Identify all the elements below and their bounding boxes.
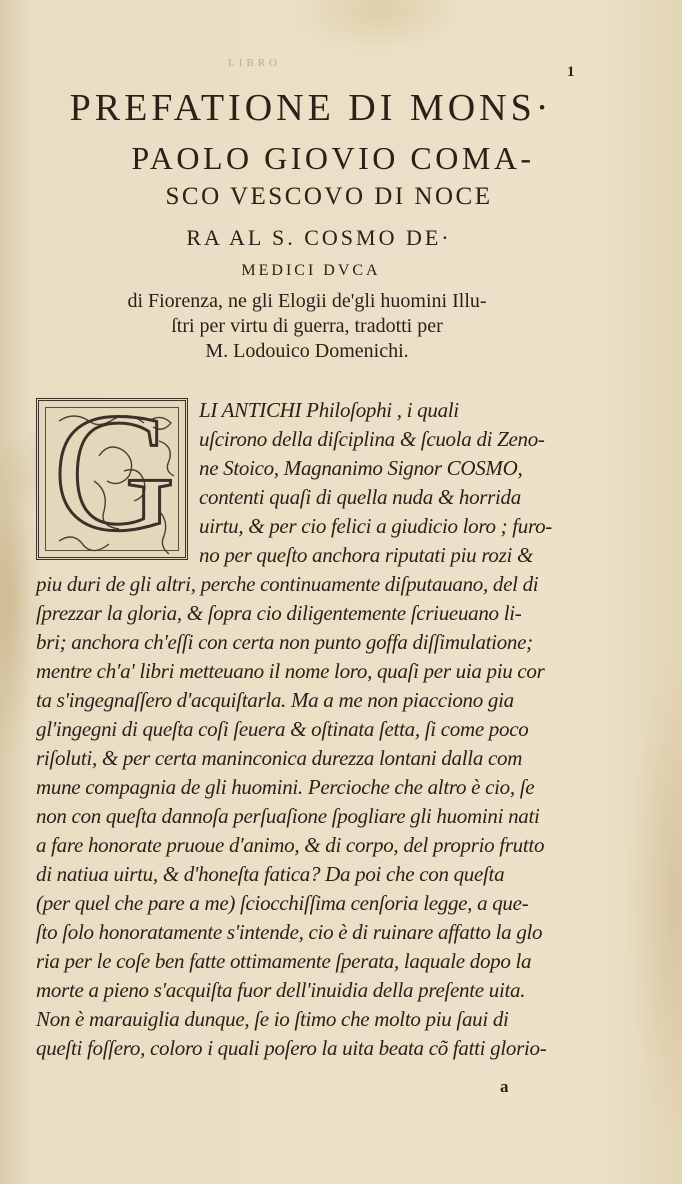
body-line: non con queſta dannoſa perſuaſione ſpogliare gli huomini nati — [36, 804, 540, 828]
body-line: mune compagnia de gli huomini. Percioche che altro è cio, ſe — [36, 775, 535, 799]
body-line: gl'ingegni di queſta coſi ſeuera & oſtinata ſetta, ſi come poco — [36, 717, 529, 741]
drop-cap-letter: G — [53, 378, 176, 566]
title-line-2: PAOLO GIOVIO COMA- — [131, 140, 535, 176]
title-line-1: PREFATIONE DI MONS· — [69, 87, 553, 129]
body-line: ta s'ingegnaſſero d'acquiſtarla. Ma a me non piacciono gia — [36, 688, 514, 712]
body-line: uirtu, & per cio felici a giudicio loro ; furo- — [199, 514, 552, 538]
body-line: mentre ch'a' libri metteuano il nome loro, quaſi per uia piu cor — [36, 659, 545, 683]
body-line: a fare honorate pruoue d'animo, & di corpo, del proprio frutto — [36, 833, 545, 857]
subtitle-line-1: di Fiorenza, ne gli Elogii de'gli huomini Illu- — [127, 290, 487, 312]
body-line: uſcirono della diſciplina & ſcuola di Zeno- — [199, 427, 545, 451]
subtitle-line-3: M. Lodouico Domenichi. — [205, 340, 409, 362]
body-line: riſoluti, & per certa maninconica durezza lontani dalla com — [36, 746, 523, 770]
body-line: ſprezzar la gloria, & ſopra cio diligentemente ſcriueuano li- — [36, 601, 522, 625]
title-line-4: RA AL S. COSMO DE· — [186, 225, 452, 250]
title-line-3: SCO VESCOVO DI NOCE — [165, 183, 493, 210]
page-number: 1 — [567, 64, 575, 80]
body-line: (per quel che pare a me) ſciocchiſſima cenſoria legge, a que- — [36, 891, 529, 915]
title-line-5: MEDICI DVCA — [241, 262, 381, 279]
body-line: morte a pieno s'acquiſta fuor dell'inuidia della preſente uita. — [36, 978, 526, 1002]
body-line: queſti foſſero, coloro i quali poſero la uita beata cõ fatti glorio- — [36, 1036, 547, 1060]
body-line: ſto ſolo honoratamente s'intende, cio è di ruinare affatto la glo — [36, 920, 543, 944]
signature-mark: a — [500, 1077, 509, 1096]
decorated-initial — [36, 378, 188, 566]
body-line: LI ANTICHI Philoſophi , i quali — [199, 398, 459, 422]
body-line: Non è marauiglia dunque, ſe io ſtimo che molto piu ſaui di — [36, 1007, 509, 1031]
running-head: LIBRO — [228, 57, 281, 69]
body-line: piu duri de gli altri, perche continuamente diſputauano, del di — [36, 572, 539, 596]
body-line: bri; anchora ch'eſſi con certa non punto goffa diſſimulatione; — [36, 630, 533, 654]
body-line: di natiua uirtu, & d'honeſta fatica? Da poi che con queſta — [36, 862, 505, 886]
body-line: ria per le coſe ben fatte ottimamente ſperata, laquale dopo la — [36, 949, 532, 973]
body-line: ne Stoico, Magnanimo Signor COSMO, — [199, 456, 523, 480]
body-line: no per queſto anchora riputati piu rozi & — [199, 543, 534, 567]
body-line: contenti quaſi di quella nuda & horrida — [199, 485, 521, 509]
subtitle-line-2: ſtri per virtu di guerra, tradotti per — [171, 315, 443, 337]
